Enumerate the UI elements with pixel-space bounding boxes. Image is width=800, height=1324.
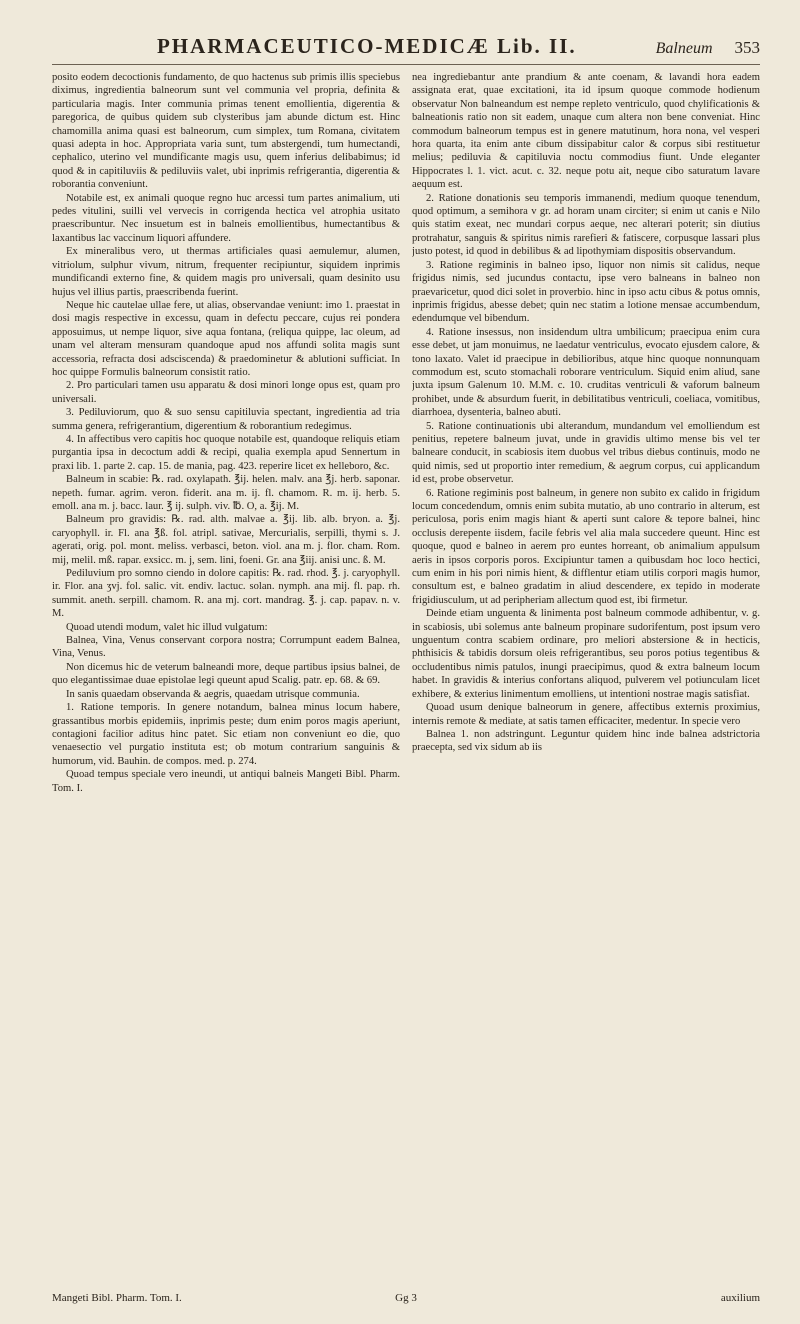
paragraph: 3. Ratione regiminis in balneo ipso, liquor non nimis sit calidus, neque frigidus nimis, sed jucundus contactu, ipse vero balneans in balneo non praevaricetur, quod dici solet in proverbio. hinc in ipso actu cibus & potus omnis, inprimis frigidus, abesse debet; quin nec statim a lotione mensae accumbendum, edendumque vel bibendum. (412, 259, 760, 325)
paragraph: Balneum in scabie: ℞. rad. oxylapath. ℥ij. helen. malv. ana ℥j. herb. saponar. nepeth. fumar. agrim. veron. fiderit. ana m. ij. fl. chamom. R. m. ij. herb. 5. emoll. ana m. j. bacc. laur. ℥ ij. sulph. viv. ℔. O, a. ℥ij. M. (52, 474, 400, 512)
paragraph: Pediluvium pro somno ciendo in dolore capitis: ℞. rad. rhod. ℥. j. caryophyll. ir. Flor. ana ʒvj. fol. salic. vit. endiv. lactuc. solan. nymph. ana mij. fl. pap. rh. summit. aneth. serpill. chamom. R. ana mj. cort. mandrag. ℥. j. cap. papav. n. v. M. (52, 568, 400, 620)
right-column (412, 71, 760, 1263)
paragraph: 2. Ratione donationis seu temporis immanendi, medium quoque tenendum, quod optimum, a semihora v gr. ad horam unam circiter; si enim ut canis e Nilo quis statim exeat, nec mundari corpus aeque, nec alterari poterit; sin diutius protrahatur, sanguis & spiritus nimis rarefieri & fatiscere, corpusque lassari plus justo potest, id quod in debilibus & ad lipothymiam dispositis observandum. (412, 192, 760, 258)
footer-reference: Mangeti Bibl. Pharm. Tom. I. (52, 1292, 182, 1304)
page-title: PHARMACEUTICO-MEDICÆ Lib. II. (156, 34, 577, 58)
paragraph: Quoad usum denique balneorum in genere, affectibus externis proximius, internis remote & mediate, at satis tamen efficaciter, medentur. In specie vero (412, 702, 760, 727)
paragraph: 3. Pediluviorum, quo & suo sensu capitiluvia spectant, ingredientia ad tria summa genera, refrigerantium, digerentium & roborantium redegimus. (52, 407, 400, 432)
paragraph: Deinde etiam unguenta & linimenta post balneum commode adhibentur, v. g. in scabiosis, ubi solemus ante balneum propinare sudorifentum, post ipsum vero unguentum contra scabiem ordinare, pro meliori abstersione & in hecticis, phthisicis & tabidis dorsum oleis refrigerantibus, seu poros potius tegentibus & occludentibus nimis patulos, inungi praecipimus, quod & extra balneum locum habet. In gravidis & interius confortans aliquod, pulverem vel potiunculam licet exhibere, & exterius linimentum emolliens, ut intentioni nostrae magis satisfiat. (412, 608, 760, 700)
section-title: Balneum (655, 40, 713, 57)
left-column (52, 71, 400, 1263)
paragraph: 6. Ratione regiminis post balneum, in genere non subito ex calido in frigidum locum concedendum, omnis enim subita mutatio, ab uno contrario in alterum, est periculosa, poris enim magis hiant & aperti sunt calore & tepore balnei, hinc occlusis derepente iisdem, facile febris vel alia mala succedere queunt. Hinc est quoque, quod e balneo in aerem pro euntes horreant, ob animalium appulsum aeris in ipsos corporis poros. Excipiuntur tamen a quibusdam hoc loco hectici, cum enim in his pori nimis hient, & difflentur etiam utilis corpori magis humor, consultum est, e balneo gradatim in aliud descendere, ex tepido in moderate frigidiusculum, ut ad peripheriam allectum quod est, ibi firmetur. (412, 487, 760, 606)
paragraph: Notabile est, ex animali quoque regno huc arcessi tum partes animalium, uti pedes vitulini, suilli vel vervecis in corrigenda hectica vel atrophia usitato praescribuntur. Nec insuetum est in balneis emollientibus, humectantibus & laxantibus lac vaccinum liquori affundere. (52, 192, 400, 244)
catchword: auxilium (720, 1292, 760, 1304)
paragraph: posito eodem decoctionis fundamento, de quo hactenus sub primis illis speciebus diximus, ingredientia balneorum sunt vel communia vel propria, definita & particularia magis. Inter communia primas tenent emollientia, digerentia & paregorica, de quibus quidem sub clysteribus jam abunde dictum est. Hinc chamomilla anima quasi est balneorum, cum simplex, tum Romana, civitatem quasi adepta in hoc. Appropriata varia sunt, tum abstergendi, tum humectandi, cephalico, uterino vel mundificante magis usu, quem inferius delibabimus; id quod & in capitiluviis & pediluviis valet, ubi inprimis refrigerantia, digerentia & roborantia conveniunt. (52, 72, 400, 191)
paragraph: Quoad tempus speciale vero ineundi, ut antiqui balneis Mangeti Bibl. Pharm. Tom. I. (52, 769, 400, 794)
paragraph: Balnea 1. non adstringunt. Leguntur quidem hinc inde balnea adstrictoria praecepta, sed vix sidum ab iis (412, 728, 760, 754)
paragraph: 2. Pro particulari tamen usu apparatu & dosi minori longe opus est, quam pro universali. (52, 380, 400, 405)
paragraph: nea ingrediebantur ante prandium & ante coenam, & lavandi hora eadem assignata erat, quae excitationi, ita id ipsum quoque commode hodienum observatur Non balneandum est nempe repleto ventriculo, quod chylificationis & balneationis ratio non sit eadem, unaque cum altera non bene conveniat. Hinc commodum balneorum tempus est in genere matutinum, hora nona, vel vesperi hora quarta, ita enim ante cibum dissipabitur calor & corpus sibi restituetur melius; pediluvia & capitiluvia noctu commodius fiunt. Unde eleganter Hippocrates l. 1. vict. acut. c. 32. neque potu ait, neque cibo saturatum lavare aequum est. (412, 72, 760, 191)
paragraph: Non dicemus hic de veterum balneandi more, deque partibus ipsius balnei, de quo elegantissimae duae epistolae legi queunt apud Scalig. patr. ep. 68. & 69. (52, 661, 400, 687)
paragraph: Neque hic cautelae ullae fere, ut alias, observandae veniunt: imo 1. praestat in dosi magis respective in excessu, quam in defectu peccare, cujus rei pondera apposuimus, ut nempe liquor, sive aqua fontana, (reliqua quippe, lac oleum, ad unam vel alteram mensuram quandoque apud nos affundi solita magis sunt accessoria, refracta dosi adsciscenda) & praedominetur & ablutioni sufficiat. In hoc quippe Formulis balneorum consistit ratio. (52, 299, 400, 378)
paragraph: In sanis quaedam observanda & aegris, quaedam utrisque communia. (66, 688, 360, 700)
page-footer (52, 1292, 760, 1304)
paragraph: Ex mineralibus vero, ut thermas artificiales quasi aemulemur, alumen, vitriolum, sulphur vivum, nitrum, frequenter recipiuntur, siquidem inprimis mundificandi externo fine, & quidem magis pro universali, quam desinito usu hujus vel illius partis, praescribenda fuerint. (52, 246, 400, 298)
running-header (52, 34, 760, 65)
paragraph: 4. In affectibus vero capitis hoc quoque notabile est, quandoque reliquis etiam purgantia ipsa in decoctum addi & recipi, qualia exempla apud Sennertum in praxi lib. 1. parte 2. cap. 15. de mania, pag. 423. reperire licet ex helleboro, &c. (52, 433, 400, 472)
paragraph: Balnea, Vina, Venus conservant corpora nostra; Corrumpunt eadem Balnea, Vina, Venus. (52, 635, 400, 660)
paragraph: 1. Ratione temporis. In genere notandum, balnea minus locum habere, grassantibus morbis epidemiis, inprimis peste; dum enim poros magis aperiunt, contagioni facilior aditus hinc patet. Sic etiam non conveniunt eo die, quo venaesectio vel purgatio instituta est; ob motum contrarium sanguinis & humorum, vid. Bauhin. de compos. med. p. 274. (52, 702, 400, 767)
paragraph: 4. Ratione insessus, non insidendum ultra umbilicum; praecipua enim cura esse debet, ut jam monuimus, ne laedatur ventriculus, evocato ejusdem calore, & tono laxato. Valet id praecipue in debilioribus, atque hinc quoque nonnunquam commodum est, scuto stomachali roborare ventriculum. Siquid enim aliud, sane juxta ipsum Galenum 10. M.M. c. 10. cruditas ventriculi & vaforum balneum prohibet, unde & absurdum fuerit, in debilitatibus ventriculi, coeliaca, vomitibus, diarrhoea, dysenteria, balneo abuti. (412, 326, 760, 419)
paragraph: Quoad utendi modum, valet hic illud vulgatum: (66, 621, 268, 633)
signature-mark: Gg 3 (395, 1292, 417, 1304)
paragraph: Balneum pro gravidis: ℞. rad. alth. malvae a. ℥ij. lib. alb. bryon. a. ℥j. caryophyll. ir. Fl. ana ℥ß. fol. atripl. sativae, Mercurialis, serpilli, thymi s. J. agerati, orig. pol. mont. meliss. verbasci, beton. viol. ana m. j. flor. cham. Rom. mij, melil. mß. rapar. exsicc. m. j, sem. lini, foeni. Gr. ana ℥iij. anisi unc. ß. M. (52, 514, 400, 566)
paragraph: 5. Ratione continuationis ubi alterandum, mundandum vel emolliendum est penitius, repetere balneum juvat, unde in gravidis ultimo mense bis vel ter balneare conducit, in scabiosis item duobus vel tribus diebus continuis, modo ne quid nimis, sed ut proportio inter remedium, & aegrum corpus, cui applicandum id est, probe observetur. (412, 420, 760, 486)
page-number: 353 (734, 38, 760, 57)
